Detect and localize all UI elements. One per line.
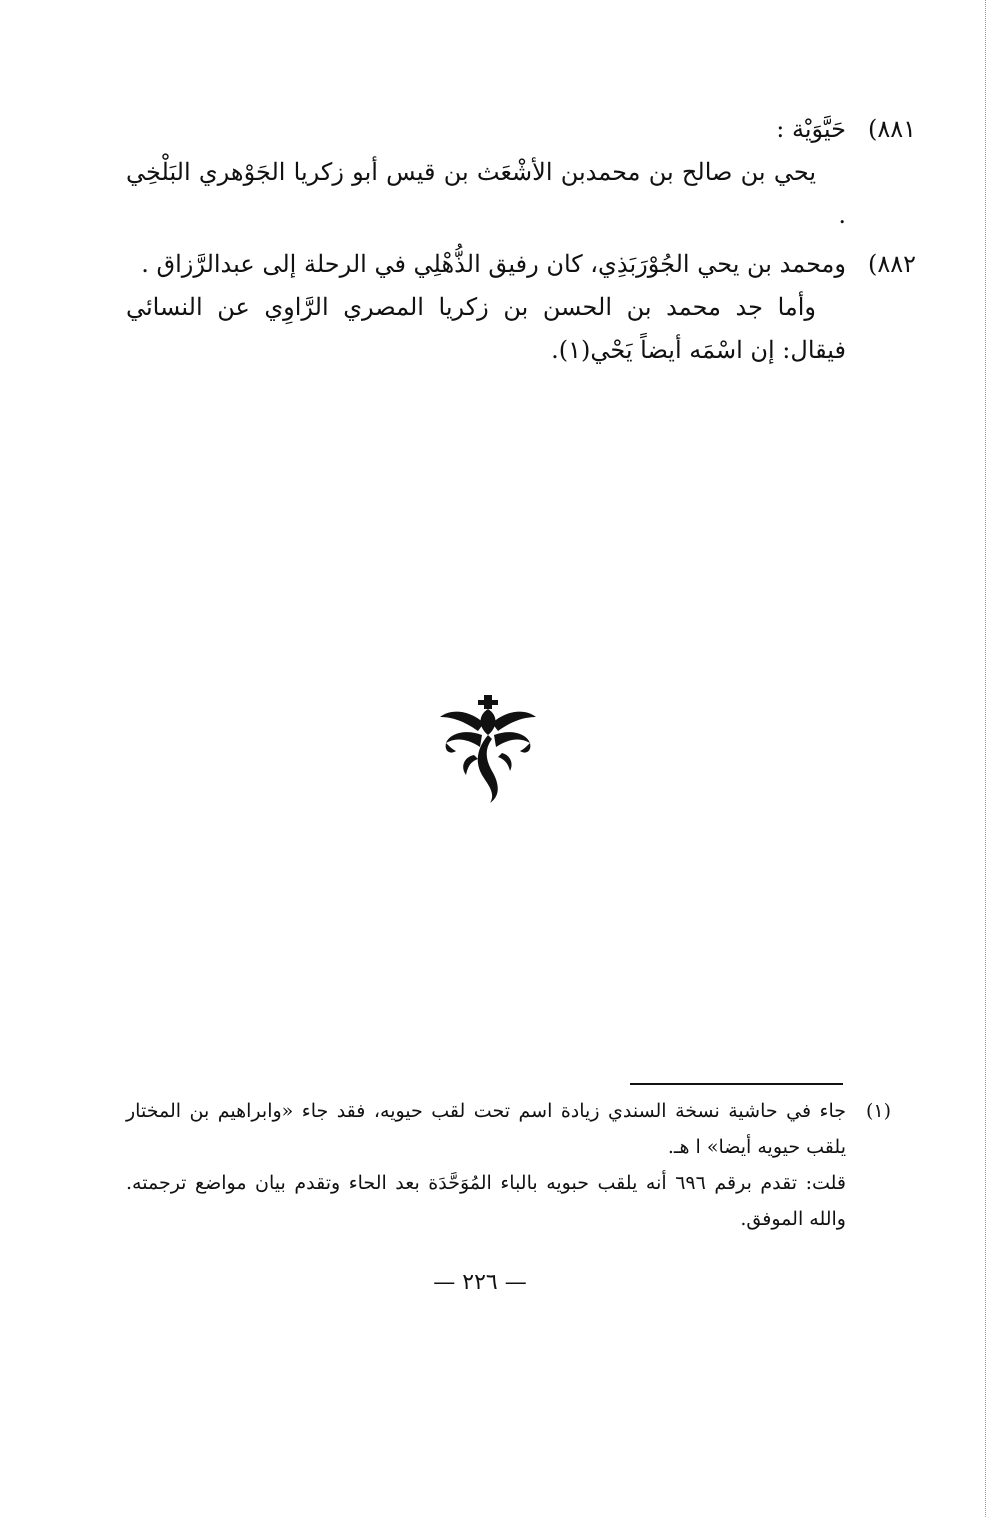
footnote-number: (١) (865, 1100, 891, 1122)
footnote-text: جاء في حاشية نسخة السندي زيادة اسم تحت لقب حيويه، فقد جاء «وابراهيم بن المختار يلقب حيويه أيضا» ا هـ. (126, 1100, 846, 1158)
footnote-text: قلت: تقدم برقم ٦٩٦ أنه يلقب حبويه بالباء المُوَحَّدَة بعد الحاء وتقدم بيان مواضع ترجمته. والله الموفق. (126, 1172, 847, 1230)
entry-text: وأما جد محمد بن الحسن بن زكريا المصري الرَّاوِي عن النسائي فيقال: إن اسْمَه أيضاً يَحْي(١). (126, 293, 846, 364)
page-number: — ٢٢٦ — (433, 1270, 527, 1295)
footnote-separator (630, 1083, 843, 1085)
floral-ornament-icon (438, 695, 538, 805)
entry-text: يحي بن صالح بن محمدبن الأشْعَث بن قيس أبو زكريا الجَوْهري البَلْخِي . (126, 158, 846, 229)
entry-882 (126, 243, 916, 372)
footnotes (126, 1093, 891, 1237)
page-edge-line (985, 0, 986, 1517)
entry-number: ٨٨١) (867, 115, 916, 143)
entry-881 (126, 108, 916, 237)
entry-number: ٨٨٢) (867, 250, 916, 278)
entry-heading: حَيَّوَيْة : (776, 115, 846, 143)
entry-text: ومحمد بن يحي الجُوْرَبَذِي، كان رفيق الذُّهْلِي في الرحلة إلى عبدالرَّزاق . (141, 250, 846, 278)
